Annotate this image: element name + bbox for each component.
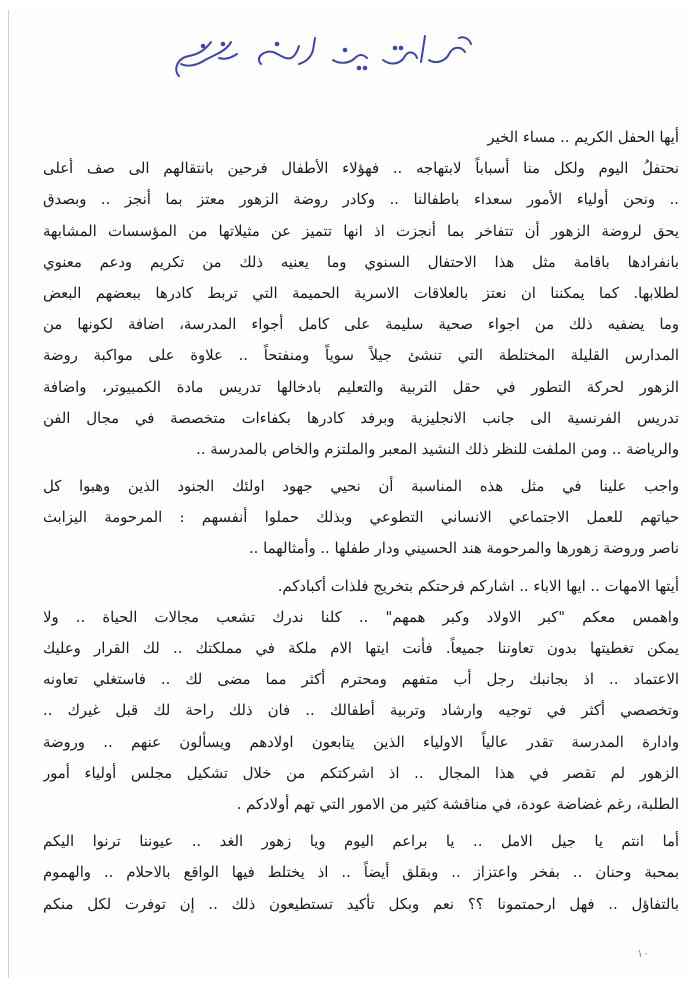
text-line: لطلابها. كما يمكننا ان نعتز بالعلاقات الاسرية الحميمة التي تربط كادرها ببعضهم البعض bbox=[43, 284, 679, 302]
text-line: .. ونحن أولياء الأمور سعداء باطفالنا .. وكادر روضة الزهور معتز بما أنجز .. وبصدق bbox=[43, 191, 679, 209]
text-line: حياتهم للعمل الاجتماعي الانساني التطوعي وبذلك حملوا أنفسهم : المرحومة اليزابث bbox=[43, 509, 679, 527]
text-line: نحتفلُ اليوم ولكل منا أسباباً لابتهاجه .. فهؤلاء الأطفال فرحين بانتقالهم الى صف أعلى bbox=[43, 160, 679, 178]
handwritten-heading-ink bbox=[159, 24, 489, 84]
text-line: والرياضة .. ومن الملفت للنظر ذلك النشيد المعبر والملتزم والخاص بالمدرسة .. bbox=[196, 440, 679, 458]
page-corner-mark: ١٠ bbox=[637, 947, 649, 960]
text-line: أما انتم يا جيل الامل .. يا براعم اليوم ويا زهور الغد .. عيوننا ترنوا اليكم bbox=[43, 833, 679, 851]
text-line: وما يضفيه ذلك من اجواء صحية سليمة على كامل أجواء المدرسة، اضافة لكونها من bbox=[43, 316, 679, 334]
letter-body bbox=[43, 122, 679, 920]
text-line: المدارس القليلة المختلطة التي تنشئ جيلاً سوياً ومنفتحاً .. علاوة على مواكبة روضة bbox=[43, 347, 679, 365]
text-line: الزهور لم تقصر في هذا المجال .. اذ اشركتكم من خلال تشكيل مجلس أولياء أمور bbox=[43, 764, 679, 782]
text-line: بمحبة وحنان .. بفخر واعتزاز .. وبقلق أيضاً .. اذ يختلط فيها الواقع بالاحلام .. والهموم bbox=[43, 864, 679, 882]
text-line: وادارة المدرسة تقدر عالياً الاولياء الذين يتابعون اولادهم ويسألون عنهم .. وروضة bbox=[43, 733, 679, 751]
text-line: وتخصصي أكثر في توجيه وارشاد وتربية أطفالك .. فان ذلك راحة لك قبل غيرك .. bbox=[43, 702, 679, 720]
text-line: أيها الحفل الكريم .. مساء الخير bbox=[487, 129, 679, 146]
text-line: بالتفاؤل .. فهل ارحمتمونا ؟؟ نعم وبكل تأكيد تستطيعون ذلك .. إن توفرت لكل منكم bbox=[43, 895, 679, 913]
text-line: الاعتماد .. اذ بجانبك رجل أب متفهم ومحترم أكثر مما مضى لك .. فاستغلي تعاونه bbox=[43, 671, 679, 689]
text-line: يمكن تغطيتها بدون تعاوننا جميعاً. فأنت ايتها الام ملكة في مملكتك .. لك القرار وعليك bbox=[43, 640, 679, 657]
text-line: واجب علينا في مثل هذه المناسبة أن نحيي جهود اولئك الجنود الذين وهبوا كل bbox=[43, 478, 679, 496]
handwritten-heading bbox=[159, 24, 489, 84]
paragraph bbox=[43, 122, 679, 465]
paragraph bbox=[43, 571, 679, 821]
text-line: تدريس الفرنسية الى جانب الانجليزية وبرفد كادرها بكفاءات متخصصة في مجال الفن bbox=[43, 409, 679, 427]
paragraph bbox=[43, 826, 679, 920]
text-line: بانفرادها باقامة مثل هذا الاحتفال السنوي وما يعنيه ذلك من تكريم ودعم معنوي bbox=[43, 253, 679, 271]
text-line: يحق لروضة الزهور أن تتفاخر بما أنجزت اذ انها تتميز عن مثيلاتها من المؤسسات المشابهة bbox=[43, 222, 679, 240]
text-line: واهمس معكم "كبر الاولاد وكبر همهم" .. كلنا ندرك تشعب مجالات الحياة .. ولا bbox=[43, 608, 679, 626]
paper-sheet bbox=[8, 10, 691, 978]
text-line: أيتها الامهات .. ايها الاباء .. اشاركم فرحتكم بتخريج فلذات أكبادكم. bbox=[277, 577, 679, 595]
text-line: الطلبة، رغم غضاضة عودة، في مناقشة كثير من الامور التي تهم أولادكم . bbox=[236, 795, 679, 813]
paragraph bbox=[43, 471, 679, 565]
text-line: الزهور لحركة التطور في حقل التربية والتعليم بادخالها تدريس مادة الكمبيوتر، واضافة bbox=[43, 378, 679, 396]
text-line: ناصر وروضة زهورها والمرحومة هند الحسيني ودار طفلها .. وأمثالهما .. bbox=[248, 540, 679, 558]
